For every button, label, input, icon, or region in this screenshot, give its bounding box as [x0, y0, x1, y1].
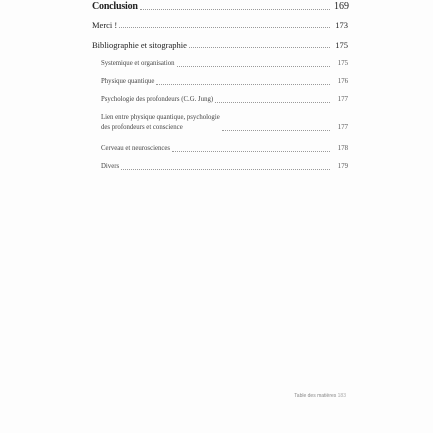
toc-dot-leader: [156, 84, 330, 85]
toc-entry-cerveau: [101, 144, 348, 154]
toc-dot-leader: [121, 169, 330, 170]
toc-entry-systemique: [101, 59, 348, 69]
toc-entry-physique-quantique: [101, 77, 348, 87]
toc-entry-bibliographie: [92, 40, 348, 50]
toc-entry-merci: [92, 20, 348, 30]
toc-entry-page: 176: [337, 78, 348, 85]
page-footer: [290, 393, 346, 399]
toc-dot-leader: [222, 130, 330, 131]
toc-dot-leader: [119, 27, 330, 28]
toc-entry-label: Cerveau et neurosciences: [101, 145, 171, 152]
toc-entry-page: 178: [337, 145, 348, 152]
toc-entry-page: 177: [337, 96, 348, 103]
toc-entry-label: Physique quantique: [101, 78, 155, 85]
toc-dot-leader: [215, 102, 330, 103]
running-title: Table des matières: [294, 393, 337, 399]
toc-entry-label: Merci !: [92, 20, 118, 30]
toc-entry-page: 175: [337, 60, 348, 67]
toc-entry-page: 169: [334, 1, 349, 12]
toc-dot-leader: [189, 47, 330, 48]
toc-entry-psychologie-profondeurs: [101, 95, 348, 105]
toc-dot-leader: [140, 9, 330, 10]
toc-entry-label-line2: des profondeurs et conscience: [101, 124, 183, 131]
toc-entry-divers: [101, 162, 348, 172]
toc-entry-label: Conclusion: [92, 1, 138, 12]
toc-dot-leader: [172, 151, 330, 152]
toc-entry-label: Bibliographie et sitographie: [92, 40, 187, 50]
toc-entry-conclusion: [92, 2, 348, 12]
toc-entry-label: [101, 113, 220, 133]
toc-entry-label: Systemique et organisation: [101, 60, 175, 67]
toc-entry-page: 175: [335, 40, 348, 50]
toc-entry-page: 179: [337, 163, 348, 170]
toc-dot-leader: [177, 66, 331, 67]
toc-entry-page: 173: [335, 20, 348, 30]
toc-entry-lien-physique-psychologie: [101, 113, 348, 133]
toc-entry-page: 177: [337, 124, 348, 131]
toc-entry-label: Divers: [101, 163, 120, 170]
toc-entry-label-line1: Lien entre physique quantique, psychologie: [101, 114, 220, 121]
footer-page-number: 183: [337, 393, 346, 399]
toc-entry-label: Psychologie des profondeurs (C.G. Jung): [101, 96, 214, 103]
